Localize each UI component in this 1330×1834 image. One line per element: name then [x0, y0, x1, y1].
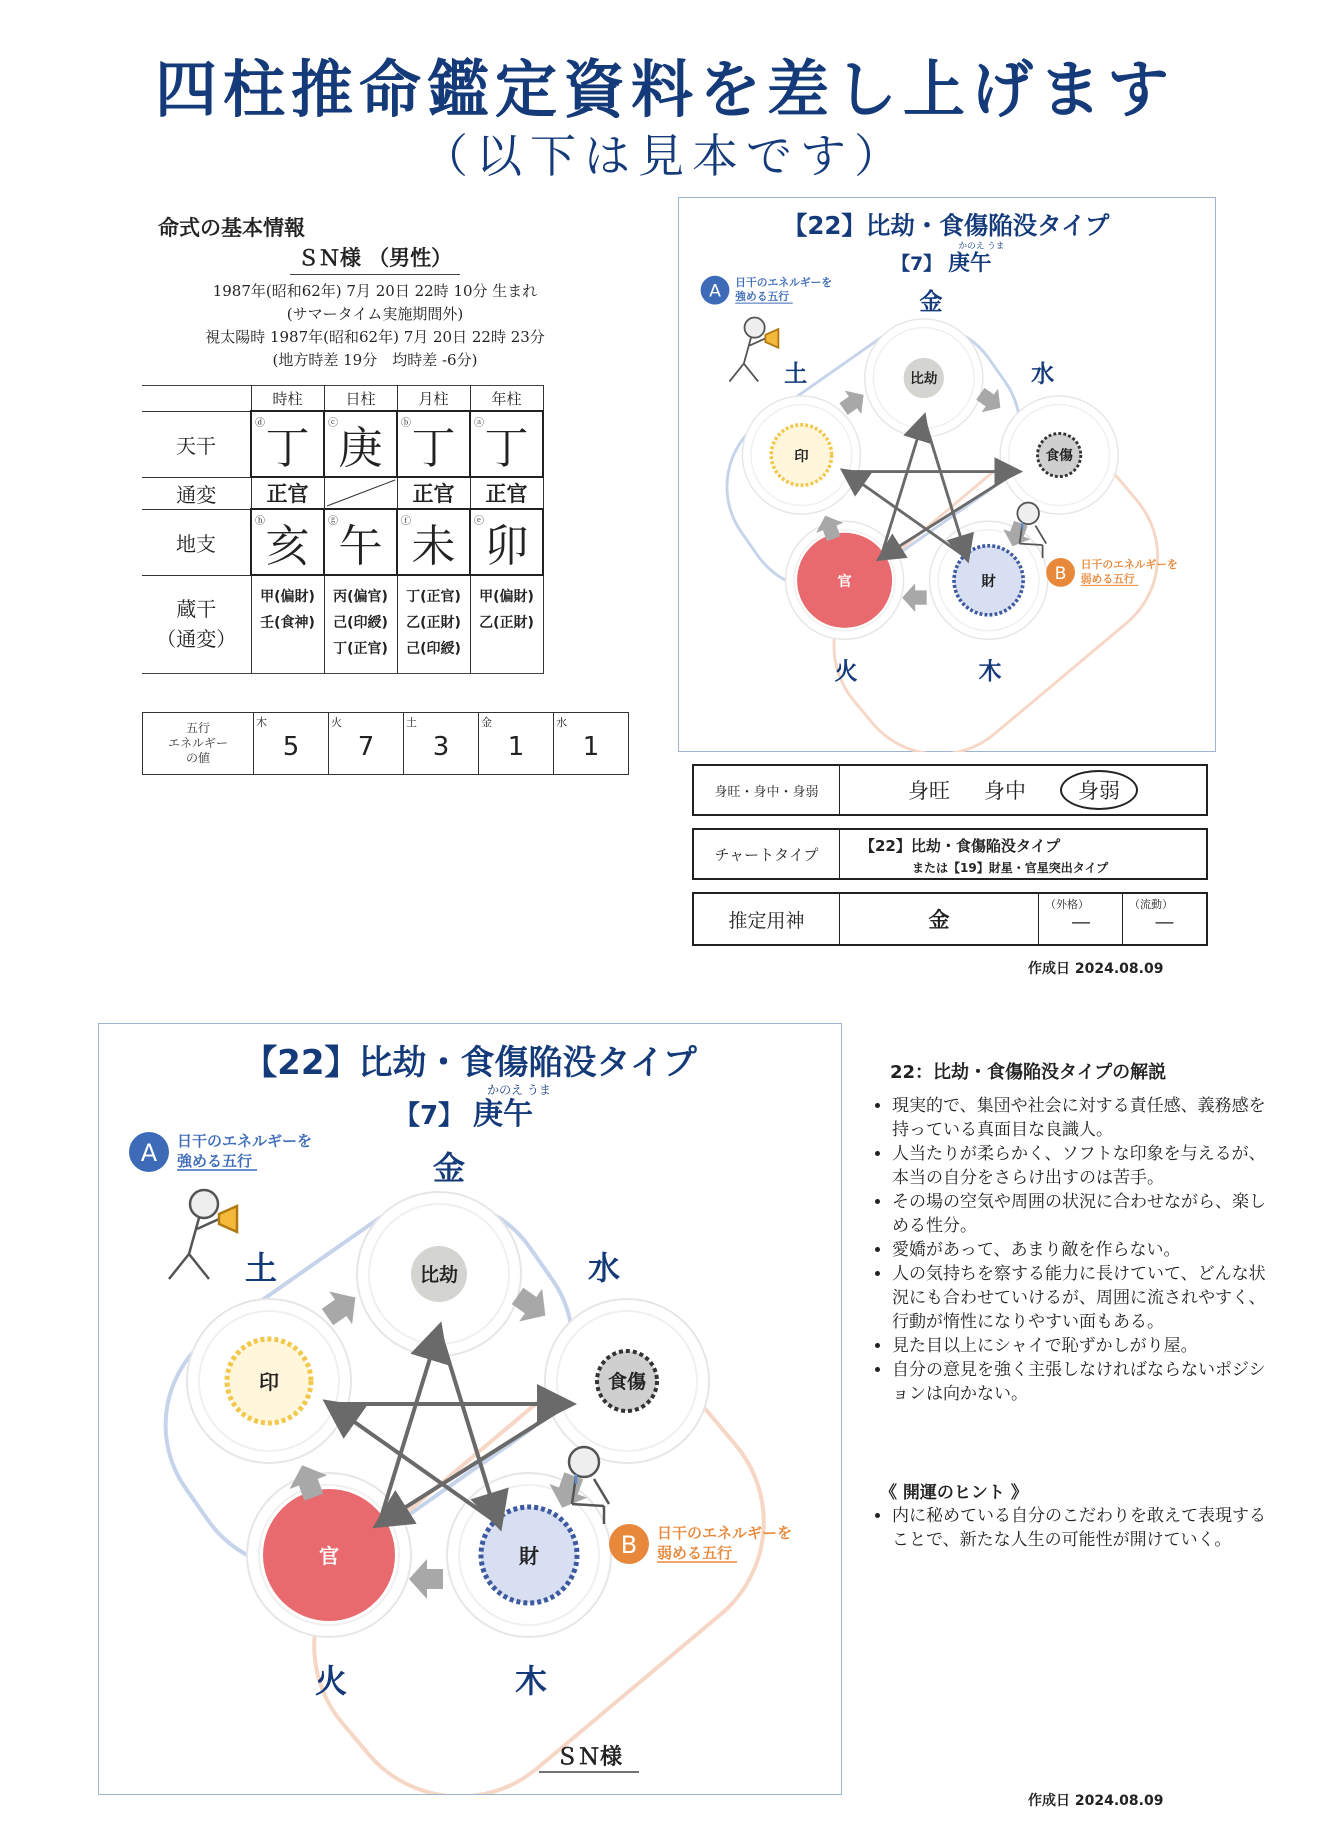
energy-value: 7	[357, 732, 375, 762]
element-sui: 水	[1031, 361, 1055, 388]
hikou-label: 比劫	[910, 371, 938, 388]
gaikaku-label: （外格）	[1045, 898, 1089, 911]
element-ka: 火	[834, 658, 858, 685]
energy-value: 1	[582, 732, 600, 762]
chart-type-label: チャートタイプ	[694, 830, 840, 878]
yojin-value: 金	[928, 908, 950, 932]
time-diff-line: (地方時差 19分 均時差 -6分)	[272, 351, 478, 369]
col-nenchu: 年柱	[470, 386, 543, 412]
explanation-item: • 愛嬌があって、あまり敵を作らない。	[892, 1238, 1272, 1262]
created-date-bottom: 作成日 2024.08.09	[1028, 1793, 1164, 1809]
marker: ⓐ	[474, 418, 484, 429]
explanation-item: • 自分の意見を強く主張しなければならないポジションは向かない。	[892, 1358, 1272, 1406]
strength-box	[692, 764, 1208, 816]
col-jichu: 時柱	[251, 386, 324, 412]
element-label: 木	[256, 716, 267, 729]
tenkan-cell: 庚	[338, 423, 383, 474]
hint-title: 《 開運のヒント 》	[880, 1483, 1028, 1503]
tsuhen-cell: 正官	[397, 477, 470, 509]
energy-value: 5	[282, 732, 300, 762]
diagram-subtitle-num: 【7】	[393, 1101, 465, 1131]
megaphone-person-icon	[169, 1190, 237, 1279]
chart-type-alt: または【19】財星・官星突出タイプ	[912, 861, 1109, 875]
row-chishi-label: 地支	[142, 509, 251, 575]
marker: ⓖ	[328, 516, 338, 527]
type-diagram-small	[678, 197, 1216, 752]
summer-time-line: (サマータイム実施期間外)	[286, 305, 464, 323]
diagram-title: 【22】比劫・食傷陥没タイプ	[243, 1043, 697, 1083]
badge-b-line2: 弱める五行	[1080, 572, 1135, 586]
zokan-item: 己(印綬)	[333, 615, 388, 631]
element-moku: 木	[978, 658, 1002, 685]
strength-opt-shinchu: 身中	[984, 779, 1026, 803]
zokan-item: 甲(偏財)	[260, 589, 315, 605]
element-sui: 水	[587, 1249, 621, 1287]
birth-line: 1987年(昭和62年) 7月 20日 22時 10分 生まれ	[212, 282, 538, 300]
cycle-arrow	[409, 1559, 443, 1599]
zokan-item: 壬(食神)	[260, 615, 315, 631]
shokushou-label: 食傷	[1045, 448, 1073, 465]
energy-value: 1	[507, 732, 525, 762]
row-zokan-sub: （通変）	[156, 627, 237, 651]
star-arrow	[924, 418, 967, 558]
client-name: ＳＮ様 （男性）	[290, 242, 460, 275]
diagram-subtitle-kanji: 庚午	[473, 1097, 533, 1132]
badge-b-letter: B	[1054, 563, 1067, 584]
diagram-ruby: かのえ うま	[487, 1083, 551, 1097]
tenkan-cell: 丁	[411, 423, 456, 474]
cycle-arrow	[902, 583, 926, 612]
badge-b-letter: B	[620, 1531, 638, 1559]
zokan-item: 丁(正官)	[333, 641, 388, 657]
info-heading: 命式の基本情報	[158, 216, 305, 240]
tsuhen-cell: 正官	[470, 477, 543, 509]
page-title: 四柱推命鑑定資料を差し上げます	[154, 53, 1175, 126]
meishiki-table	[142, 385, 544, 674]
diagram-title: 【22】比劫・食傷陥没タイプ	[782, 210, 1110, 240]
type-diagram-large	[98, 1023, 842, 1795]
chishi-cell: 午	[338, 521, 383, 572]
badge-a-letter: A	[709, 281, 721, 302]
marker: ⓕ	[401, 516, 411, 527]
element-moku: 木	[514, 1662, 548, 1700]
kan-label: 官	[837, 574, 852, 591]
explanation-title: 22：比劫・食傷陥没タイプの解説	[890, 1062, 1167, 1083]
chishi-cell: 亥	[265, 521, 310, 572]
chishi-cell: 未	[411, 521, 456, 572]
element-kin: 金	[919, 289, 943, 316]
diagram-subtitle-kanji: 庚午	[948, 250, 992, 276]
marker: ⓓ	[255, 418, 265, 429]
gogyo-label: 五行	[185, 720, 210, 735]
in-label: 印	[794, 448, 809, 465]
gogyo-label: の値	[185, 750, 210, 765]
element-label: 水	[556, 716, 567, 729]
hint-list	[870, 1504, 1272, 1552]
energy-value: 3	[432, 732, 450, 762]
solar-time-line: 視太陽時 1987年(昭和62年) 7月 20日 22時 23分	[205, 328, 545, 346]
ryudo-value: ―	[1155, 912, 1174, 933]
zokan-item: 丙(偏官)	[333, 589, 388, 605]
badge-a-line1: 日干のエネルギーを	[177, 1132, 313, 1150]
tsuhen-cell-empty	[324, 477, 397, 509]
badge-a-line2: 強める五行	[735, 290, 790, 304]
chart-type-box	[692, 828, 1208, 880]
marker: ⓔ	[474, 516, 484, 527]
element-kin: 金	[432, 1149, 466, 1187]
explanation-item: • 人の気持ちを察する能力に長けていて、どんな状況にも合わせていけるが、周囲に流されやすく、行動が惰性になりやすい面もある。	[892, 1262, 1272, 1334]
tenkan-cell: 丁	[265, 423, 310, 474]
megaphone-person-icon	[729, 318, 778, 382]
col-nicchu: 日柱	[324, 386, 397, 412]
element-do: 土	[784, 361, 808, 388]
diagram-subtitle-num: 【7】	[891, 253, 942, 275]
col-gecchu: 月柱	[397, 386, 470, 412]
strength-label: 身旺・身中・身弱	[694, 766, 840, 814]
badge-a-line2: 強める五行	[177, 1152, 253, 1170]
badge-b-line1: 日干のエネルギーを	[1080, 558, 1178, 572]
element-do: 土	[244, 1249, 278, 1287]
tsuhen-cell: 正官	[251, 477, 324, 509]
badge-b-line2: 弱める五行	[657, 1544, 733, 1562]
in-label: 印	[259, 1370, 279, 1394]
zokan-item: 甲(偏財)	[479, 589, 534, 605]
zokan-item: 丁(正官)	[406, 589, 461, 605]
yojin-label: 推定用神	[694, 894, 840, 944]
kan-label: 官	[319, 1544, 339, 1568]
explanation-item: • 見た目以上にシャイで恥ずかしがり屋。	[892, 1334, 1272, 1358]
row-zokan-label: 蔵干	[176, 597, 217, 621]
explanation-list	[870, 1094, 1272, 1406]
element-ka: 火	[314, 1662, 348, 1700]
star-arrow	[439, 1329, 499, 1524]
created-date: 作成日 2024.08.09	[1028, 961, 1164, 977]
badge-a-letter: A	[140, 1139, 158, 1167]
zokan-item: 乙(正財)	[406, 615, 461, 631]
element-label: 土	[406, 716, 417, 729]
diagram-svg	[99, 1024, 841, 1794]
badge-b-line1: 日干のエネルギーを	[657, 1524, 793, 1542]
element-label: 火	[331, 716, 342, 729]
diagram-svg	[679, 198, 1213, 752]
gogyo-label: エネルギー	[167, 735, 228, 750]
row-tsuhen-label: 通変	[142, 477, 251, 509]
strength-opt-shinjaku-selected: 身弱	[1060, 770, 1138, 810]
yojin-box	[692, 892, 1208, 946]
zai-label: 財	[519, 1544, 539, 1568]
diagram-ruby: かのえ うま	[958, 241, 1005, 252]
chishi-cell: 卯	[484, 521, 529, 572]
strength-opt-shinou: 身旺	[908, 779, 950, 803]
explanation-item: • その場の空気や周囲の状況に合わせながら、楽しめる性分。	[892, 1190, 1272, 1238]
zokan-item: 己(印綬)	[406, 641, 461, 657]
ryudo-label: （流動）	[1129, 898, 1173, 911]
gogyo-energy-table	[142, 712, 629, 775]
marker: ⓗ	[255, 516, 265, 527]
hint-item: • 内に秘めている自分のこだわりを敢えて表現することで、新たな人生の可能性が開けていく。	[892, 1504, 1272, 1552]
chart-type-main: 【22】比劫・食傷陥没タイプ	[860, 837, 1061, 855]
marker: ⓒ	[328, 418, 338, 429]
explanation-item: • 現実的で、集団や社会に対する責任感、義務感を持っている真面目な良識人。	[892, 1094, 1272, 1142]
badge-a-line1: 日干のエネルギーを	[735, 275, 833, 289]
hikou-label: 比劫	[419, 1264, 459, 1286]
gaikaku-value: ―	[1072, 912, 1090, 933]
zokan-item: 乙(正財)	[479, 615, 534, 631]
page-subtitle: （以下は見本です）	[422, 129, 908, 183]
explanation-item: • 人当たりが柔らかく、ソフトな印象を与えるが、本当の自分をさらけ出すのは苦手。	[892, 1142, 1272, 1190]
diagram-signature: ＳＮ様	[555, 1745, 623, 1770]
marker: ⓑ	[401, 418, 411, 429]
shokushou-label: 食傷	[607, 1371, 647, 1393]
zai-label: 財	[981, 574, 996, 591]
element-label: 金	[481, 716, 492, 729]
tenkan-cell: 丁	[484, 423, 529, 474]
row-tenkan-label: 天干	[142, 411, 251, 477]
